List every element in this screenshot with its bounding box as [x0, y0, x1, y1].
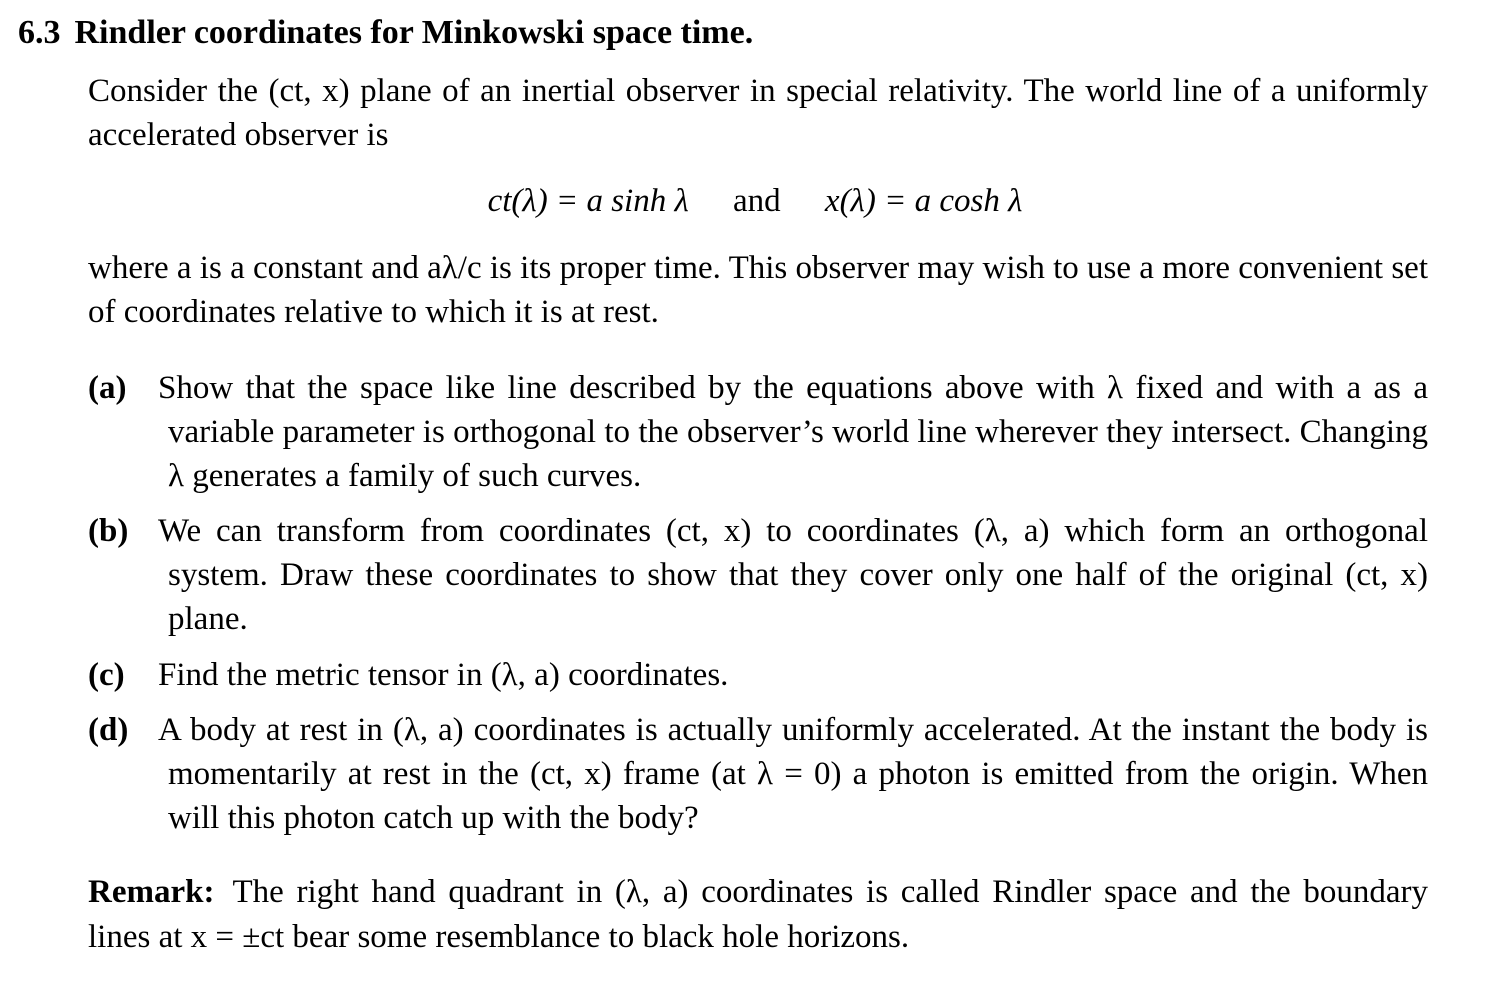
display-equation [0, 178, 1510, 224]
section-title: Rindler coordinates for Minkowski space time. [74, 14, 754, 51]
section-number: 6.3 [18, 14, 61, 51]
item-label: (b) [88, 513, 129, 549]
remark-label: Remark: [88, 874, 215, 910]
list-item-c [88, 653, 1428, 697]
remark-paragraph [88, 870, 1428, 960]
item-text: A body at rest in (λ, a) coordinates is actually uniformly accelerated. At the instant the body is momentarily at rest in the (ct, x) frame (at λ = 0) a photon is emitted from the origin. When will this photon catch up with the body? [158, 712, 1428, 836]
item-text: Show that the space like line described by the equations above with λ fixed and with a as a variable parameter is orthogonal to the observer’s world line wherever they intersect. Changing λ generates a family of such curves. [158, 370, 1428, 494]
item-text: We can transform from coordinates (ct, x) to coordinates (λ, a) which form an orthogonal system. Draw these coordinates to show that they cover only one half of the original (ct, x) plane. [158, 513, 1428, 637]
list-item-a [88, 366, 1428, 498]
remark-text: The right hand quadrant in (λ, a) coordinates is called Rindler space and the boundary lines at x = ±ct bear some resemblance to black hole horizons. [88, 874, 1428, 955]
list-item-d [88, 708, 1428, 840]
item-text: Find the metric tensor in (λ, a) coordinates. [158, 657, 729, 693]
after-equation-paragraph: where a is a constant and aλ/c is its proper time. This observer may wish to use a more convenient set of coordinates relative to which it is at rest. [88, 250, 1428, 330]
section-heading [18, 10, 753, 56]
item-label: (a) [88, 370, 127, 406]
intro-paragraph: Consider the (ct, x) plane of an inertial observer in special relativity. The world line of a uniformly accelerated observer is [88, 73, 1428, 153]
item-label: (d) [88, 712, 129, 748]
equation-left: ct(λ) = a sinh λ [487, 183, 689, 219]
list-item-b [88, 509, 1428, 641]
equation-right: x(λ) = a cosh λ [824, 183, 1023, 219]
item-label: (c) [88, 657, 125, 693]
equation-connector: and [733, 183, 781, 219]
